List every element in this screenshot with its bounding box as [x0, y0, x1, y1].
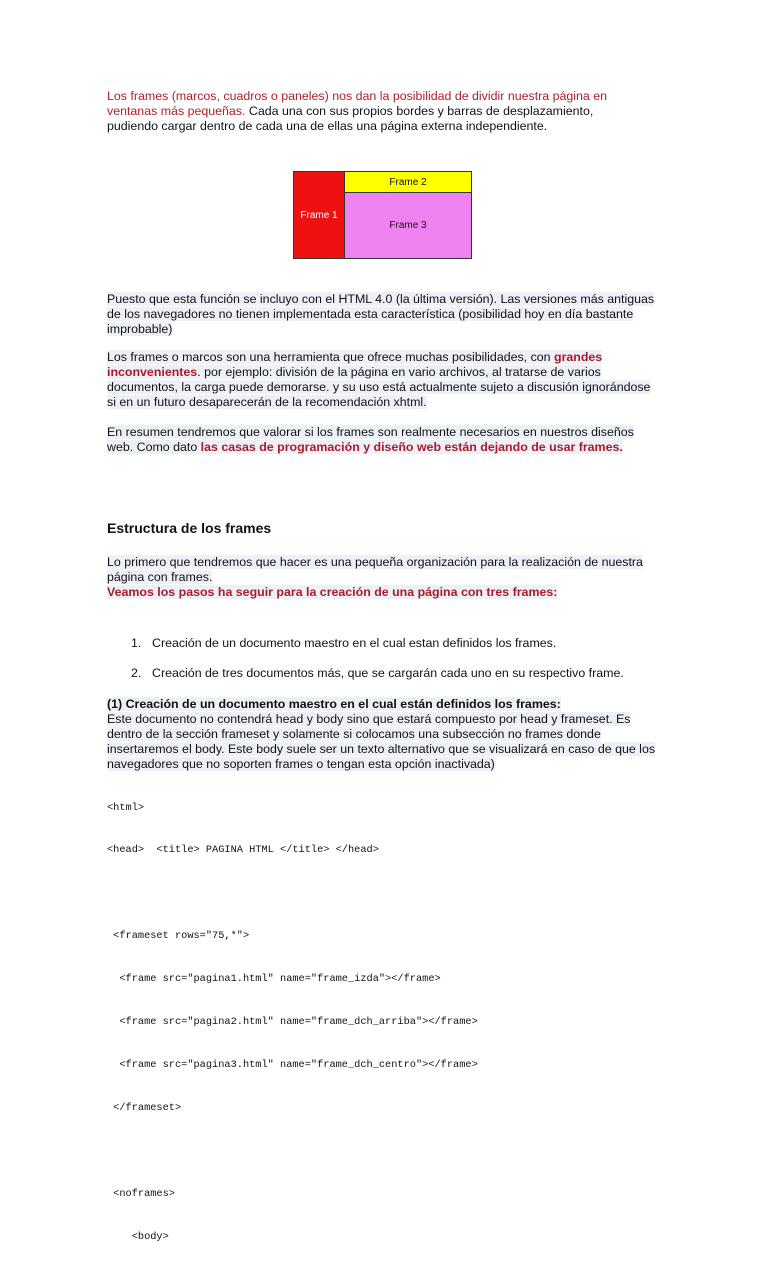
code-line: <frame src="pagina1.html" name="frame_izda"></frame>: [107, 973, 441, 986]
documento-maestro-title: (1) Creación de un documento maestro en el cual están definidos los frames:: [107, 697, 561, 711]
frame-2-box: Frame 2: [345, 172, 471, 193]
list-text: Creación de un documento maestro en el cual estan definidos los frames.: [152, 636, 557, 650]
frames-diagram: [293, 171, 472, 259]
resumen-highlight: las casas de programación y diseño web están dejando de usar frames.: [200, 440, 623, 454]
inconvenientes-text-a: Los frames o marcos son una herramienta que ofrece muchas posibilidades, con: [107, 350, 554, 364]
code-line: </frameset>: [107, 1101, 182, 1114]
documento-maestro-body: Este documento no contendrá head y body sino que estará compuesto por head y frameset. Es dentro de la sección frameset y solamente si colocamos una subsección no frames donde insertaremos el body. Este body suele ser un texto alternativo que se visualizará en caso de que los navegadores que no soporten frames o tengan esta opción inactivada): [107, 712, 656, 771]
section-heading: Estructura de los frames: [107, 520, 272, 536]
resumen-text-a: En resumen tendremos que valorar si los frames son realmente necesarios en nuestros diseños web. Como dato: [107, 425, 634, 454]
code-line: <frameset rows="75,*">: [107, 930, 250, 943]
intro-rest: Cada una con sus propios bordes y barras de desplazamiento, pudiendo cargar dentro de cada una de ellas una página externa independiente.: [107, 104, 594, 133]
documento-maestro-paragraph: [107, 697, 662, 772]
code-line: <frame src="pagina2.html" name="frame_dch_arriba"></frame>: [107, 1016, 478, 1029]
inconvenientes-text-c: . por ejemplo: división de la página en vario archivos, al tratarse de varios documentos, la carga puede demorarse. y su uso está actualmente sujeto a discusión ignorándose si en un futuro desaparecerán de la recomendación xhtml.: [107, 365, 651, 409]
frame-3-box: Frame 3: [345, 193, 471, 258]
frame-1-box: Frame 1: [294, 172, 345, 258]
html4-text: Puesto que esta función se incluyo con el HTML 4.0 (la última versión). Las versiones más antiguas de los navegadores no tienen implementada esta característica (posibilidad hoy en día bastante improbable): [107, 292, 655, 336]
list-text: Creación de tres documentos más, que se cargarán cada uno en su respectivo frame.: [152, 666, 624, 680]
list-item: [107, 636, 667, 651]
estructura-highlight: Veamos los pasos ha seguir para la creación de una página con tres frames:: [107, 585, 558, 599]
inconvenientes-paragraph: [107, 350, 662, 410]
list-number: 2.: [131, 666, 142, 680]
list-number: 1.: [131, 636, 142, 650]
code-block: [107, 772, 478, 1272]
intro-lead: Los frames: [107, 89, 169, 103]
code-line: <frame src="pagina3.html" name="frame_dch_centro"></frame>: [107, 1058, 478, 1071]
html4-paragraph: [107, 292, 662, 337]
estructura-paragraph: [107, 555, 662, 600]
steps-list-item-2: [107, 666, 667, 681]
intro-parenthetical: (marcos, cuadros o paneles) nos dan la posibilidad de dividir nuestra página en ventanas más pequeñas.: [107, 89, 608, 118]
code-line: <body>: [107, 1230, 169, 1243]
code-line: [107, 886, 478, 900]
code-line: <html>: [107, 801, 145, 814]
code-line: [107, 1144, 478, 1158]
resumen-paragraph: [107, 425, 662, 455]
intro-paragraph: [107, 89, 647, 134]
steps-list-item-1: [107, 636, 667, 651]
inconvenientes-highlight: grandes inconvenientes: [107, 350, 603, 379]
code-line: <noframes>: [107, 1187, 175, 1200]
code-line: <head> <title> PAGINA HTML </title> </head>: [107, 844, 379, 857]
list-item: [107, 666, 667, 681]
estructura-text: Lo primero que tendremos que hacer es una pequeña organización para la realización de nuestra página con frames.: [107, 555, 643, 584]
